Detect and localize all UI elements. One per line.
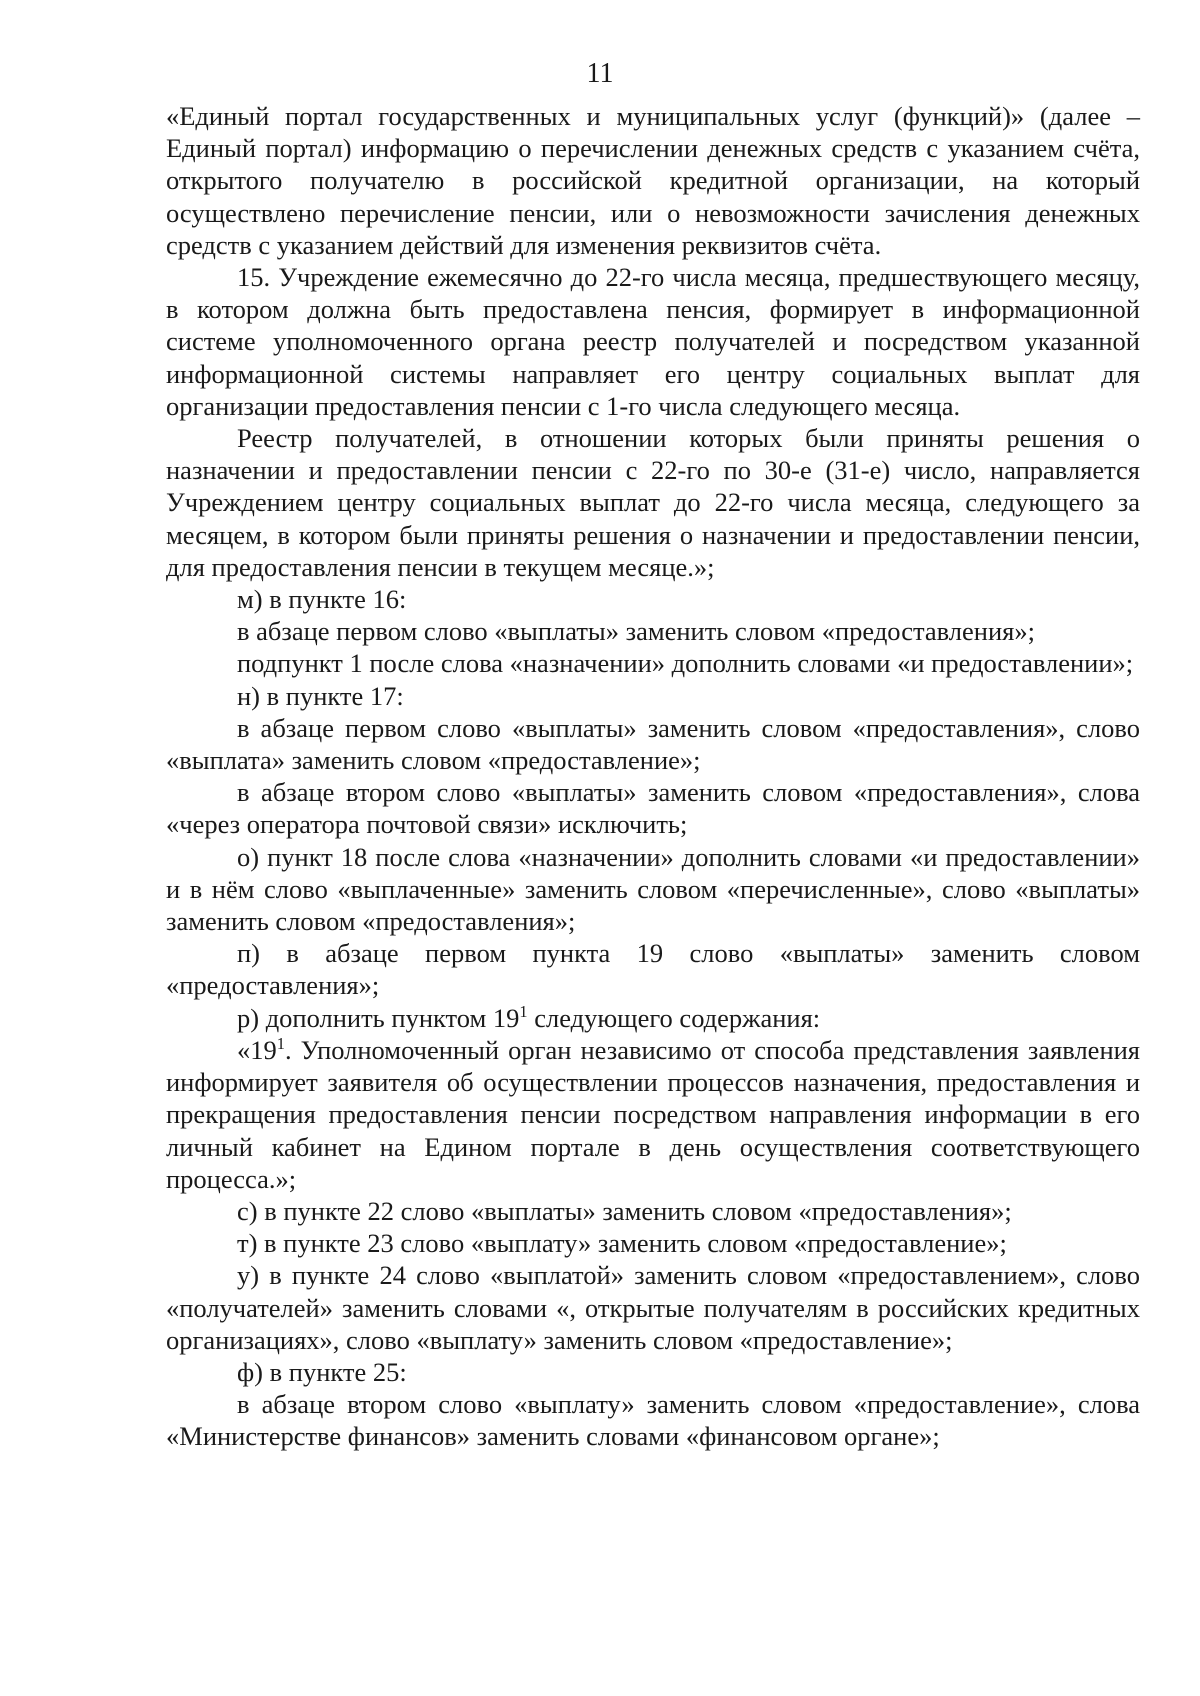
paragraph-n: н) в пункте 17: [237,680,404,711]
paragraph-o: о) пункт 18 после слова «назначении» дополнить словами «и предоставлении» и в нём слово «выплаченные» заменить словом «перечисленные», слово «выплаты» заменить словом «предоставления»; [166,841,1140,937]
paragraph-r: р) дополнить пунктом $19^1$ следующего содержания: [237,1001,821,1033]
paragraph-f-second: в абзаце втором слово «выплату» заменить словом «предоставление», слова «Министерстве финансов» заменить словами «финансовом органе»; [166,1389,1140,1452]
paragraph-n-first: в абзаце первом слово «выплаты» заменить словом «предоставления», слово «выплата» заменить словом «предоставление»; [166,712,1140,776]
paragraph-t: т) в пункте 23 слово «выплату» заменить словом «предоставление»; [237,1228,1007,1259]
paragraph-portal-info: «Единый портал государственных и муниципальных услуг (функций)» (далее – Единый портал) информацию о перечислении денежных средств с указанием счёта, открытого получателю в российской кредитной организации, на который осуществлено перечисление пенсии, или о невозможности зачисления денежных средств с указанием действий для изменения реквизитов счёта. [166,101,1140,260]
paragraph-f: ф) в пункте 25: [237,1356,407,1387]
paragraph-m-first: в абзаце первом слово «выплаты» заменить словом «предоставления»; [237,616,1035,647]
paragraph-m-subitem: подпункт 1 после слова «назначении» дополнить словами «и предоставлении»; [237,648,1134,679]
document-body [166,100,1140,1453]
paragraph-u: у) в пункте 24 слово «выплатой» заменить словом «предоставлением», слово «получателей» заменить словами «, открытые получателям в российских кредитных организациях», слово «выплату» заменить словом «предоставление»; [166,1260,1140,1355]
paragraph-item-19-1: «$19^1$. Уполномоченный орган независимо от способа представления заявления информирует заявителя об осуществлении процессов назначения, предоставления и прекращения предоставления пенсии посредством направления информации в его личный кабинет на Едином портале в день осуществления соответствующего процесса.»; [166,1034,1140,1194]
paragraph-registry: Реестр получателей, в отношении которых были приняты решения о назначении и предоставлении пенсии с 22-го по 30-е (31-е) число, направляется Учреждением центру социальных выплат до 22-го числа месяца, следующего за месяцем, в котором были приняты решения о назначении и предоставлении пенсии, для предоставления пенсии в текущем месяце.»; [166,423,1140,582]
page-number: 11 [586,58,614,89]
paragraph-p: п) в абзаце первом пункта 19 слово «выплаты» заменить словом «предоставления»; [166,938,1140,1001]
paragraph-item-15: 15. Учреждение ежемесячно до 22-го числа месяца, предшествующего месяцу, в котором должна быть предоставлена пенсия, формирует в информационной системе уполномоченного органа реестр получателей и посредством указанной информационной системы направляет его центру социальных выплат для организации предоставления пенсии с 1-го числа следующего месяца. [166,262,1140,421]
paragraph-s: с) в пункте 22 слово «выплаты» заменить словом «предоставления»; [237,1195,1012,1226]
paragraph-m: м) в пункте 16: [237,584,407,615]
paragraph-n-second: в абзаце втором слово «выплаты» заменить словом «предоставления», слова «через оператора почтовой связи» исключить; [166,777,1140,840]
